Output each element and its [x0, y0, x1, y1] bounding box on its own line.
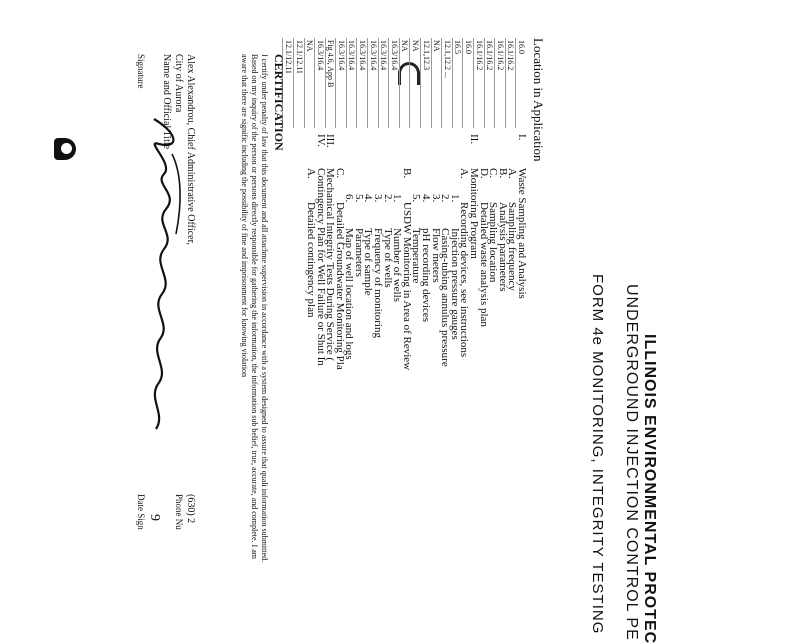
location-ref-cell: 16.0 — [515, 38, 526, 128]
checklist-item-key: A. — [506, 168, 519, 179]
location-ref-cell: Fig 4.6, App B — [325, 38, 336, 128]
checklist-items — [305, 134, 526, 370]
location-column — [282, 38, 526, 128]
location-ref-cell: 16.3/16.4 — [335, 38, 346, 128]
checklist-item-key: D. — [477, 168, 490, 179]
rotated-form — [86, 34, 666, 644]
checklist-item-text: Contingency Plan for Well Failure or Shut In — [314, 168, 327, 366]
location-ref-cell: 16.3/16.4 — [314, 38, 325, 128]
checklist-item-text: pH recording devices — [420, 228, 433, 323]
checklist-item-text: Analysis parameters — [496, 202, 509, 292]
location-ref-cell: 16.3/16.4 — [346, 38, 357, 128]
form-title-form: FORM 4e MONITORING, INTEGRITY TESTING — [589, 274, 606, 635]
checklist-item-key: A. — [458, 168, 471, 179]
signatory-name-title: Alex Alexandrou, Chief Administrative Officer, — [185, 54, 196, 246]
checklist-item-text: Mechanical Integrity Tests During Service ( — [324, 168, 337, 361]
checklist-item-key: 5. — [410, 194, 423, 203]
location-ref-cell: 16.1/16.2 — [494, 38, 505, 128]
checklist-item-key: III. — [324, 134, 337, 148]
location-ref-cell: 16.5 — [452, 38, 463, 128]
checklist-item-text: Casing-tubing annulus pressure — [439, 228, 452, 367]
checklist-item-key: 4. — [362, 194, 375, 203]
checklist-item-key: 1. — [448, 194, 461, 203]
checklist-item-key: 3. — [429, 194, 442, 203]
form-title-agency: ILLINOIS ENVIRONMENTAL PROTEC — [641, 334, 658, 644]
location-ref-cell: 12.1/12.11 — [293, 38, 304, 128]
checklist-item-text: Type of sample — [362, 228, 375, 296]
location-ref-cell: NA — [304, 38, 315, 128]
checklist-item-text: Map of well location and logs — [343, 228, 356, 360]
location-ref-cell: NA — [431, 38, 442, 128]
checklist-item-text: Recording devices, see instructions — [458, 202, 471, 358]
checklist-item-key: A. — [304, 168, 317, 179]
location-ref-cell: 16.1/16.2 — [505, 38, 516, 128]
checklist-item-text: Waste Sampling and Analysis — [516, 168, 528, 299]
checklist-item-text: Detailed contingency plan — [304, 202, 317, 318]
location-ref-cell: 16.3/16.4 — [357, 38, 368, 128]
location-ref-cell: NA — [399, 38, 410, 128]
checklist-item-key: 6. — [343, 194, 356, 203]
checklist-item-text: Parameters — [352, 228, 365, 277]
checklist-item-text: Type of wells — [381, 228, 394, 288]
phone-label: Phone Nu — [174, 494, 184, 530]
checklist-item-key: IV. — [314, 134, 327, 147]
checklist-item-key: 5. — [352, 194, 365, 203]
date-signed-label: Date Sign — [136, 494, 146, 530]
checklist-item-key: B. — [400, 168, 413, 179]
certification-heading: CERTIFICATION — [272, 54, 286, 151]
checklist-item-key: C. — [333, 168, 346, 179]
location-ref-cell: 16.1/16.2 — [484, 38, 495, 128]
checklist-item-key: I. — [516, 134, 528, 141]
location-column-header: Location in Application — [531, 38, 546, 162]
checklist-item-key: 2. — [439, 194, 452, 203]
handwritten-signature — [144, 114, 184, 434]
checklist-item-text: Injection pressure gauges — [448, 228, 461, 340]
checklist-item — [305, 134, 315, 370]
location-ref-cell: 16.3/16.4 — [388, 38, 399, 128]
signatory-org: City of Aurora — [173, 54, 184, 113]
checklist-item-key: 4. — [420, 194, 433, 203]
certification-text: I certify under penalty of law that this document and all attachme supervision in accordance with a system designed to assure that quali information submitted. Based on my inquiry of the person or persons directly responsible for gathering the information, the information sub belief, true, accurate, and complete. I am aware that there are signific including the possibility of fine and imprisonment for knowing violation — [240, 54, 269, 563]
location-ref-cell: 12.1/12.11 — [282, 38, 293, 128]
checklist-item-key: C. — [487, 168, 500, 179]
checklist-item-text: Detailed waste analysis plan — [477, 202, 490, 327]
location-ref-cell: 16.3/16.4 — [367, 38, 378, 128]
date-signed-value: 9 — [147, 514, 162, 521]
location-ref-cell: 12.1,12.2 ... — [441, 38, 452, 128]
checklist-item-key: B. — [496, 168, 509, 179]
name-title-label: Name and Official Title — [161, 54, 172, 150]
checklist-item-text: Sampling location — [487, 202, 500, 283]
certification-block — [240, 54, 286, 594]
location-ref-cell: 12.1,12.3 — [420, 38, 431, 128]
checklist-item-key: II. — [468, 134, 481, 145]
checklist-item-text: Monitoring Program — [468, 168, 481, 259]
checklist-item-text: Detailed Groundwater Monitoring Pla — [333, 202, 346, 370]
location-ref-cell: 16.3/16.4 — [378, 38, 389, 128]
checklist-item-text: Temperature — [410, 228, 423, 284]
checklist-item-text: Frequency of monitoring — [372, 228, 385, 338]
signature-label: Signature — [136, 54, 146, 89]
location-ref-cell: 16.0 — [462, 38, 473, 128]
phone-number: (630) 2 — [185, 494, 196, 524]
location-ref-cell: 16.1/16.2 — [473, 38, 484, 128]
checklist-item-text: Number of wells — [391, 228, 404, 302]
checklist-item-text: Flow meters — [429, 228, 442, 283]
checklist-item-text: USDW Monitoring in Area of Review — [400, 202, 413, 371]
checklist-item-key: 1. — [391, 194, 404, 203]
checklist-item-key: 3. — [372, 194, 385, 203]
binder-clip-mark-icon — [54, 138, 76, 160]
checklist-item-key: 2. — [381, 194, 394, 203]
form-title-program: UNDERGROUND INJECTION CONTROL PE — [623, 284, 640, 641]
signature-area — [116, 54, 196, 594]
location-ref-cell: NA — [409, 38, 420, 128]
checklist-item-text: Sampling frequency — [506, 202, 519, 291]
